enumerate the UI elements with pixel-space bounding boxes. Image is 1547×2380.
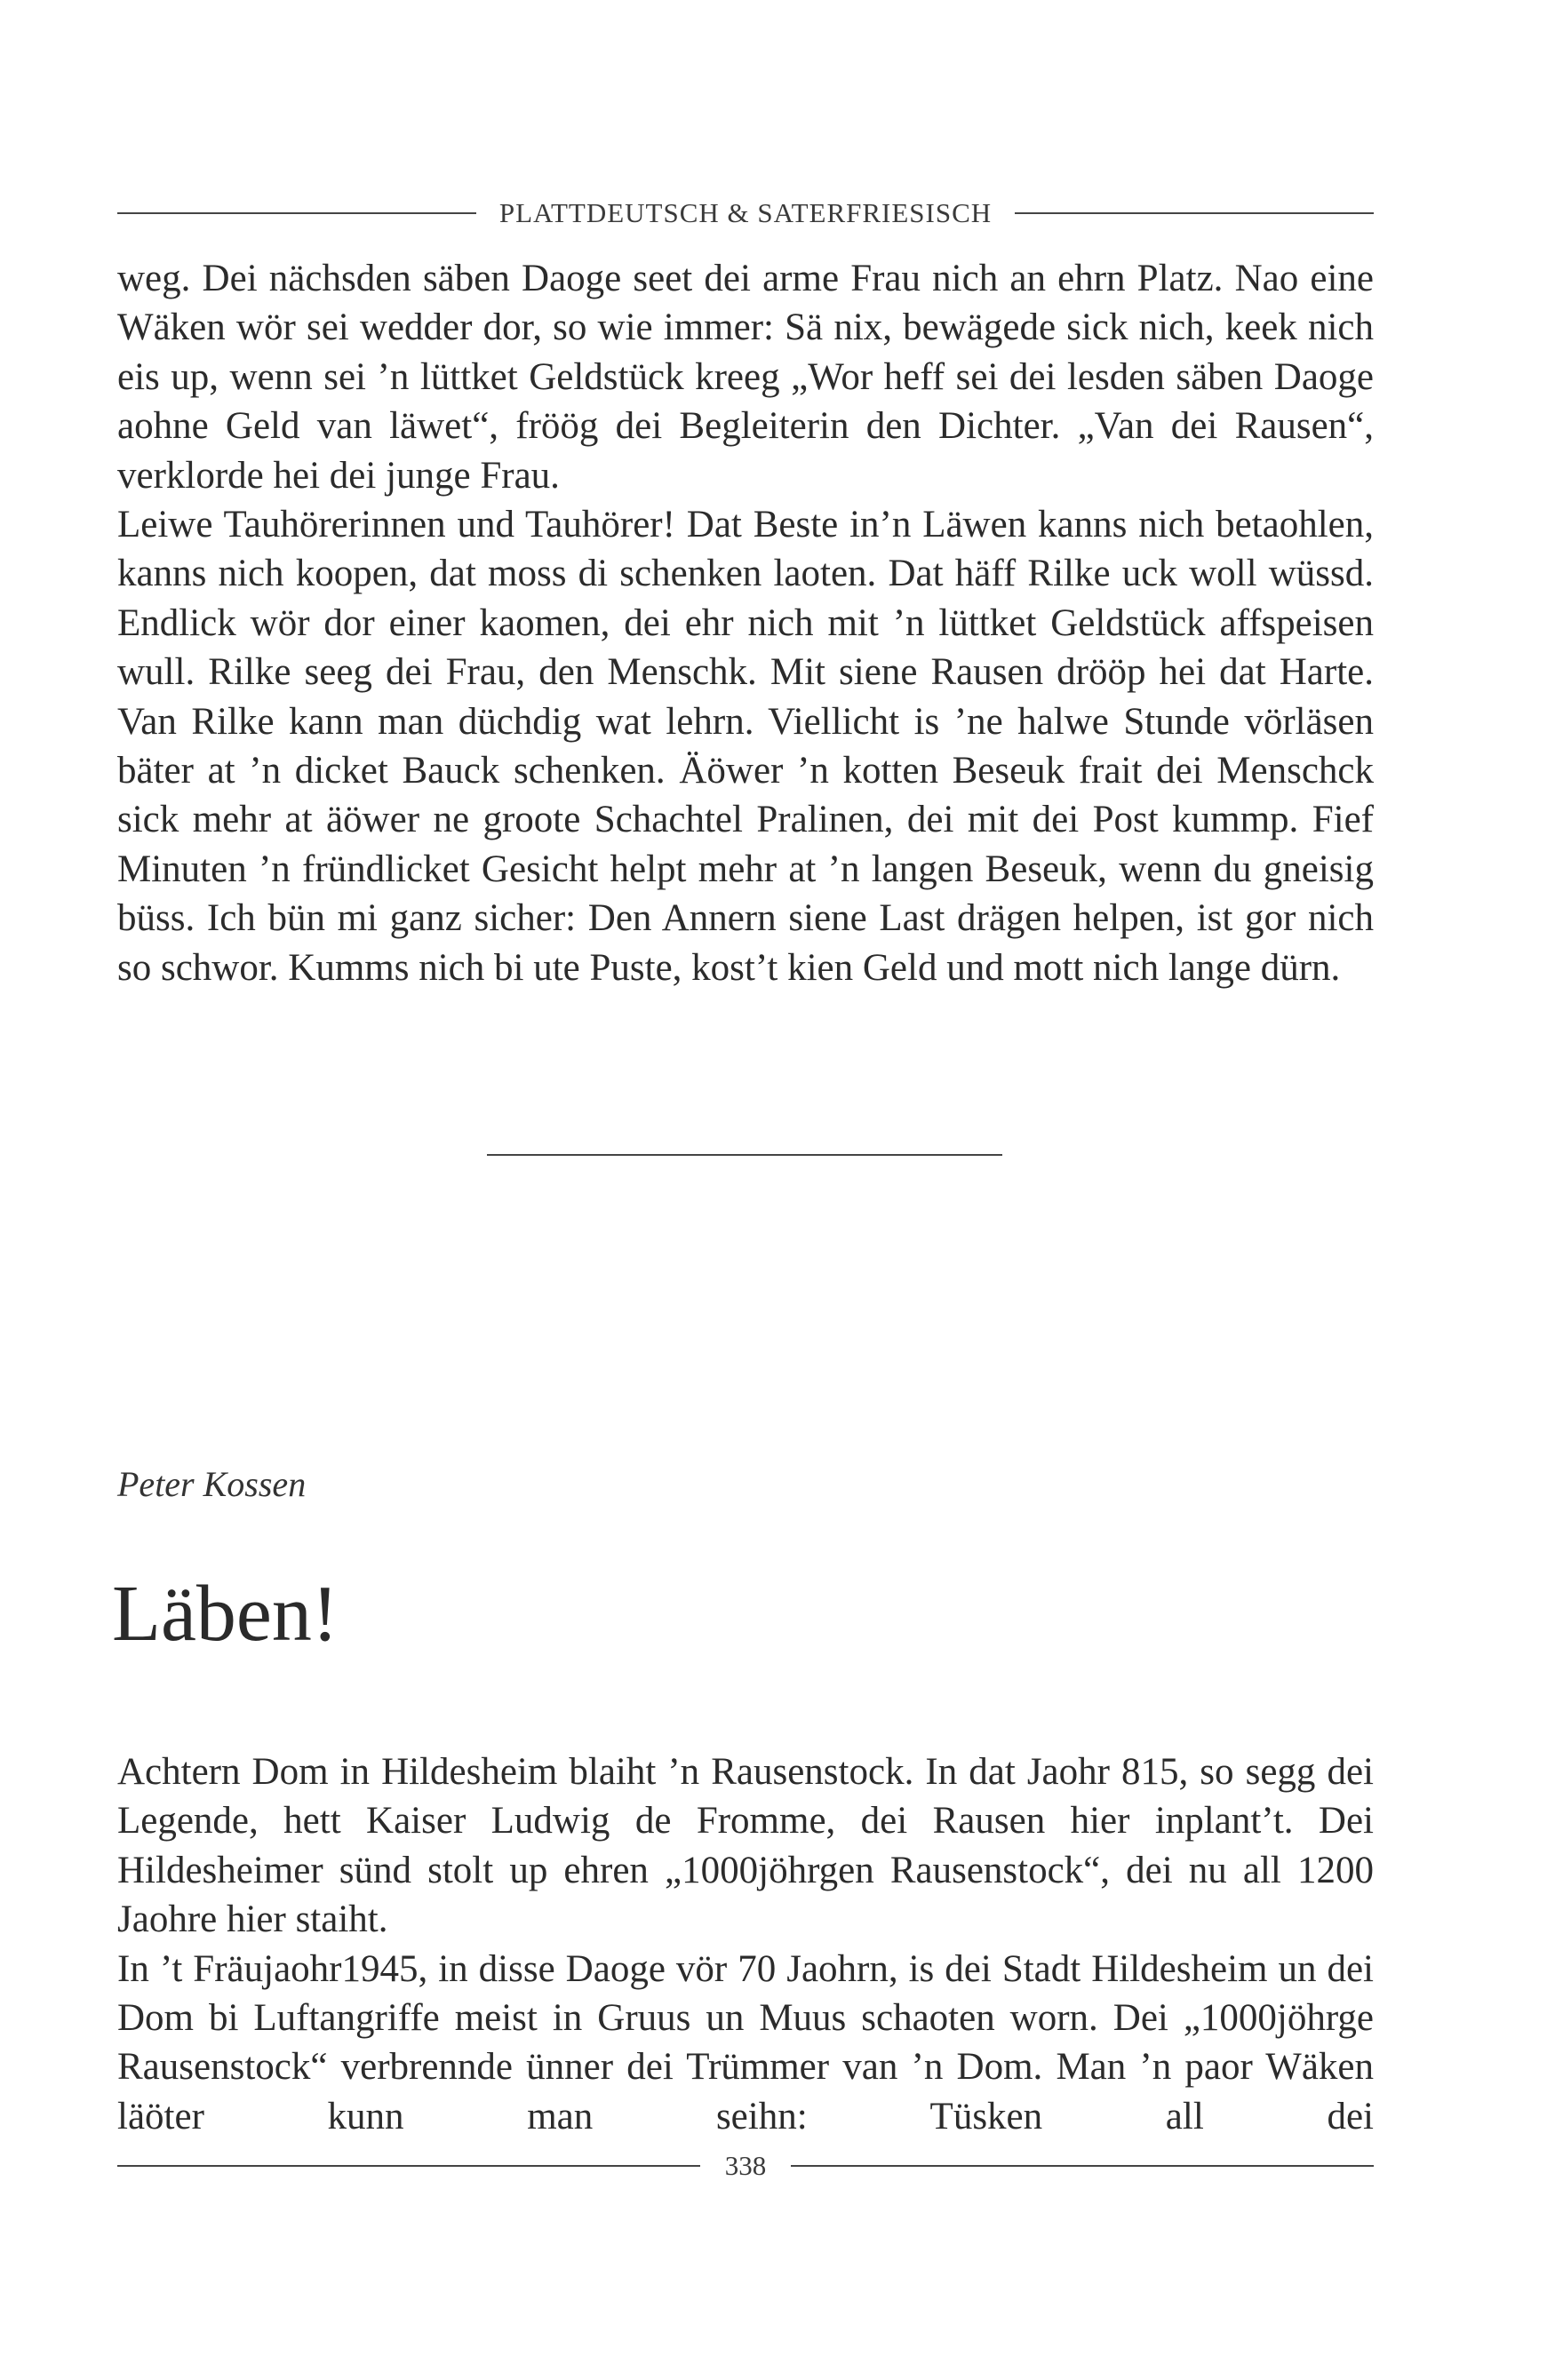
continued-text xyxy=(117,254,1374,992)
page-number: 338 xyxy=(724,2150,767,2181)
paragraph: Achtern Dom in Hildesheim blaiht ’n Rausenstock. In dat Jaohr 815, so segg dei Legende, hett Kaiser Ludwig de Fromme, dei Rausen hier inplant’t. Dei Hildesheimer sünd stolt up ehren „1000jöhrgen Rausenstock“, dei nu all 1200 Jaohre hier staiht. xyxy=(117,1751,1374,1941)
article-author: Peter Kossen xyxy=(117,1464,307,1504)
article-title: Läben! xyxy=(112,1570,339,1658)
paragraph: In ’t Fräujaohr1945, in disse Daoge vör 70 Jaohrn, is dei Stadt Hildesheim un dei Dom bi Luftangriffe meist in Gruus un Muus schaoten worn. Dei „1000jöhrge Rausenstock“ verbrennde ünner dei Trümmer van ’n Dom. Man ’n paor Wäken läöter kunn man seihn: Tüsken all dei xyxy=(117,1947,1374,2137)
article-body xyxy=(117,1747,1374,2141)
footer-rule-right xyxy=(791,2165,1374,2167)
header-rule-right xyxy=(1015,212,1374,214)
footer-rule-left xyxy=(117,2165,700,2167)
paragraph: Leiwe Tauhörerinnen und Tauhörer! Dat Beste in’n Läwen kanns nich betaohlen, kanns nich koopen, dat moss di schenken laoten. Dat häff Rilke uck woll wüssd. Endlick wör dor einer kaomen, dei ehr nich mit ’n lüttket Geldstück affspeisen wull. Rilke seeg dei Frau, den Menschk. Mit siene Rausen drööp hei dat Harte. Van Rilke kann man düchdig wat lehrn. Viellicht is ’ne halwe Stunde vörläsen bäter at ’n dicket Bauck schenken. Äöwer ’n kotten Beseuk frait dei Menschck sick mehr at äöwer ne groote Schachtel Pralinen, dei mit dei Post kummp. Fief Minuten ’n fründlicket Gesicht helpt mehr at ’n langen Beseuk, wenn du gneisig büss. Ich bün mi ganz sicher: Den Annern siene Last drägen helpen, ist gor nich so schwor. Kumms nich bi ute Puste, kost’t kien Geld und mott nich lange dürn. xyxy=(117,504,1374,989)
section-separator xyxy=(487,1154,1002,1156)
running-header xyxy=(117,188,1374,238)
paragraph: weg. Dei nächsden säben Daoge seet dei arme Frau nich an ehrn Platz. Nao eine Wäken wör sei wedder dor, so wie immer: Sä nix, bewägede sick nich, keek nich eis up, wenn sei ’n lüttket Geldstück kreeg „Wor heff sei dei lesden säben Daoge aohne Geld van läwet“, fröög dei Begleiterin den Dichter. „Van dei Rausen“, verklorde hei dei junge Frau. xyxy=(117,258,1374,497)
running-title: PLATTDEUTSCH & SATERFRIESISCH xyxy=(498,197,993,228)
page-footer xyxy=(117,2145,1374,2187)
header-rule-left xyxy=(117,212,476,214)
